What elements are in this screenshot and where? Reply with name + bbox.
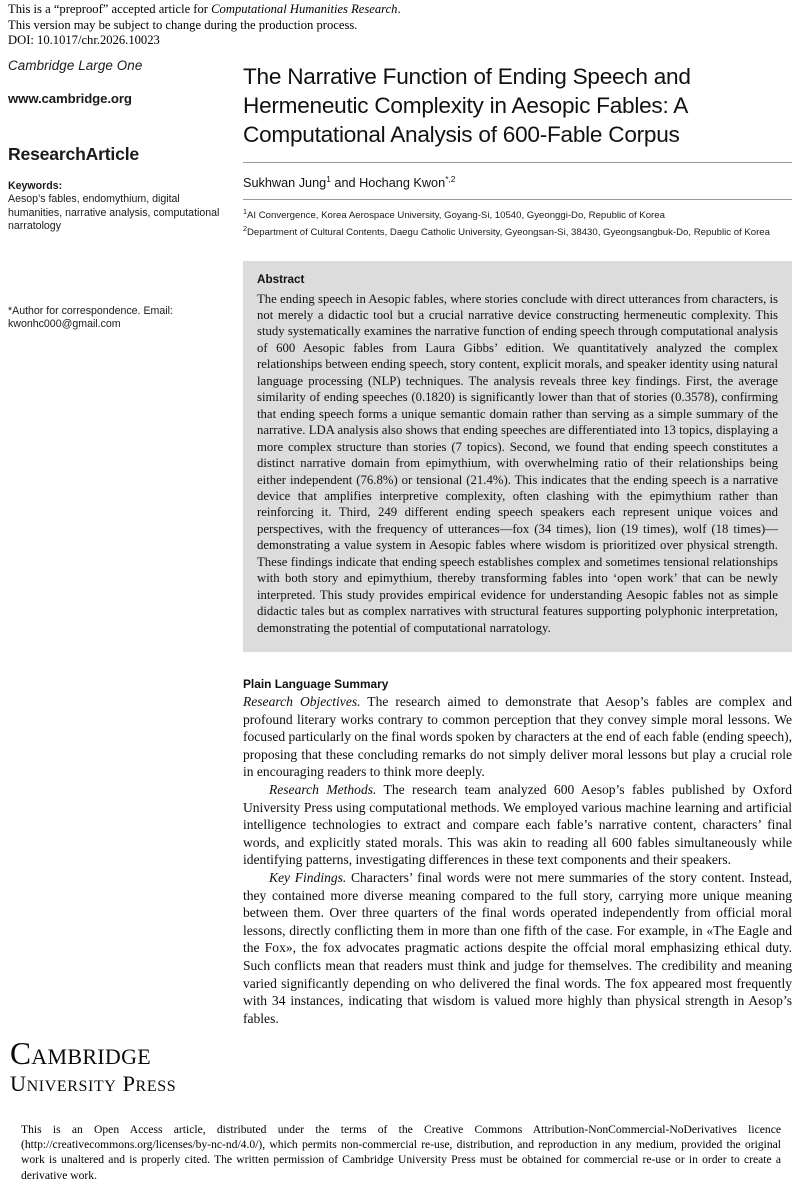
keywords-list: Aesop’s fables, endomythium, digital humanities, narrative analysis, computational narratology	[8, 193, 220, 232]
plain-language-summary-paragraph	[243, 781, 792, 869]
paragraph-run-in-heading: Research Objectives.	[243, 694, 361, 710]
doi-line: DOI: 10.1017/chr.2026.10023	[8, 33, 160, 48]
preproof-line-2: This version may be subject to change during the production process.	[8, 17, 358, 32]
paragraph-text: Characters’ final words were not mere summaries of the story content. Instead, they contained more diverse meaning compared to the full story, carrying more unique meaning between them. Over three quarters of the final words operated independently from official moral lessons, directly conflicting them in more than one fifth of the case. For example, in «The Eagle and the Fox», the fox advocates pragmatic actions despite the offcial moral emphasizing ethical duty. Such conflicts mean that readers must think and judge for themselves. The credibility and meaning varied significantly depending on who delivered the final words. The fox appeared most frequently with 34 instances, indicating that wisdom is valued more highly than physical strength in Aesop’s fables.	[243, 869, 792, 1026]
preproof-line-1-suffix: .	[397, 2, 401, 16]
article-type-label: ResearchArticle	[8, 144, 139, 164]
sidebar	[8, 58, 230, 332]
keywords-block	[8, 180, 230, 233]
abstract-heading: Abstract	[257, 272, 305, 286]
logo-line-university-press: University Press	[10, 1071, 177, 1096]
paragraph-run-in-heading: Research Methods.	[269, 782, 377, 798]
author-list	[243, 163, 792, 199]
paragraph-text: The research aimed to demonstrate that Aesop’s fables are complex and profound literary works contrary to common perception that they convey simple moral lessons. We focused particularly on the final words spoken by characters at the end of each fable (ending speech), proposing that these concluding remarks do not simply deliver moral lessons but play a crucial role in encouraging readers to think more deeply.	[243, 694, 792, 780]
preproof-line-1-prefix: This is a “preproof” accepted article for	[8, 2, 212, 16]
plain-language-summary-section	[243, 676, 792, 1027]
affiliation-2-marker: 2	[243, 223, 247, 233]
affiliation-1-text: AI Convergence, Korea Aerospace University, Goyang-Si, 10540, Gyeonggi-Do, Republic of Korea	[247, 210, 665, 222]
plain-language-summary-paragraphs	[243, 693, 792, 1027]
publisher-website-link[interactable]: www.cambridge.org	[8, 91, 132, 106]
cambridge-university-press-logo	[10, 1037, 234, 1096]
page-title: The Narrative Function of Ending Speech and Hermeneutic Complexity in Aesopic Fables: A Computational Analysis of 600-Fable Corpus	[243, 64, 691, 148]
paragraph-run-in-heading: Key Findings.	[269, 869, 347, 885]
journal-brand-name: Cambridge Large One	[8, 58, 143, 73]
logo-line-cambridge: Cambridge	[10, 1036, 152, 1071]
affiliation-2	[243, 223, 792, 240]
affiliation-1-marker: 1	[243, 207, 247, 217]
plain-language-summary-paragraph	[243, 693, 792, 781]
main-column	[243, 58, 792, 1027]
preproof-notice	[8, 2, 792, 49]
journal-name: Computational Humanities Research	[211, 2, 398, 16]
abstract-section	[243, 261, 792, 653]
preproof-line-1	[8, 2, 792, 18]
corresponding-author-note: *Author for correspondence. Email: kwonhc000@gmail.com	[8, 305, 173, 331]
paragraph-text: The research team analyzed 600 Aesop’s fables published by Oxford University Press using computational methods. We employed various machine learning and artificial intelligence technologies to extract and compare each fable’s narrative content, characters’ final words, and explicitly stated morals. This was akin to reading all 600 fables simultaneously while identifying patterns, investigating differences in these text components and their speakers.	[243, 782, 793, 868]
affiliation-2-text: Department of Cultural Contents, Daegu Catholic University, Gyeongsan-Si, 38430, Gyeongsangbuk-Do, Republic of Korea	[247, 227, 770, 239]
keywords-label: Keywords:	[8, 180, 63, 192]
abstract-body: The ending speech in Aesopic fables, where stories conclude with direct utterances from characters, is not merely a didactic tool but a crucial narrative device constructing hermeneutic complexity. This study systematically examines the narrative function of ending speech through computational analysis of 600 Aesopic fables from Laura Gibbs’ edition. We quantitatively analyzed the complex relationships between ending speech, story content, explicit morals, and speaker identity using natural language processing (NLP) techniques. The analysis reveals three key findings. First, the average similarity of ending speeches (0.1820) is significantly lower than that of stories (0.3578), confirming that ending speech forms a unique semantic domain rather than serving as a simple summary of the narrative. LDA analysis also shows that ending speeches are differentiated into 13 topics, displaying a more complex structure than stories (7 topics). Second, we found that ending speech constitutes a distinct narrative domain from epimythium, with overwhelming ratio of their relationships being either independent (76.8%) or tensional (21.4%). This indicates that the ending speech is a narrative device that amplifies interpretive complexity, often clashing with the epimythium rather than reinforcing it. Third, 249 different ending speech speakers each represent unique voices and perspectives, with the frequency of utterances—fox (34 times), lion (19 times), wolf (18 times)—demonstrating a value system in Aesopic fables where wisdom is prioritized over physical strength. These findings indicate that ending speech establishes complex and sometimes tensional relationships with both story and epimythium, thereby transforming fables into ‘open work’ that can be newly interpreted. This study provides empirical evidence for understanding Aesopic fables not as simple didactic tales but as complex narratives with structural features supporting polyphonic interpretation, demonstrating the potential of computational narratology.	[257, 291, 778, 635]
author-names-html: Sukhwan Jung$^1$ and Hochang Kwon$^{*,2}$	[243, 174, 456, 191]
affiliation-block	[243, 200, 792, 239]
affiliation-1	[243, 206, 792, 223]
plain-language-summary-heading: Plain Language Summary	[243, 677, 389, 692]
plain-language-summary-paragraph	[243, 869, 792, 1027]
open-access-licence-text: This is an Open Access article, distributed under the terms of the Creative Commons Attribution-NonCommercial-NoDerivatives licence (http://creativecommons.org/licenses/by-nc-nd/4.0/), which permits non-commercial re-use, distribution, and reproduction in any medium, provided the original work is unaltered and is properly cited. The written permission of Cambridge University Press must be obtained for commercial re-use or in order to create a derivative work.	[21, 1123, 781, 1182]
